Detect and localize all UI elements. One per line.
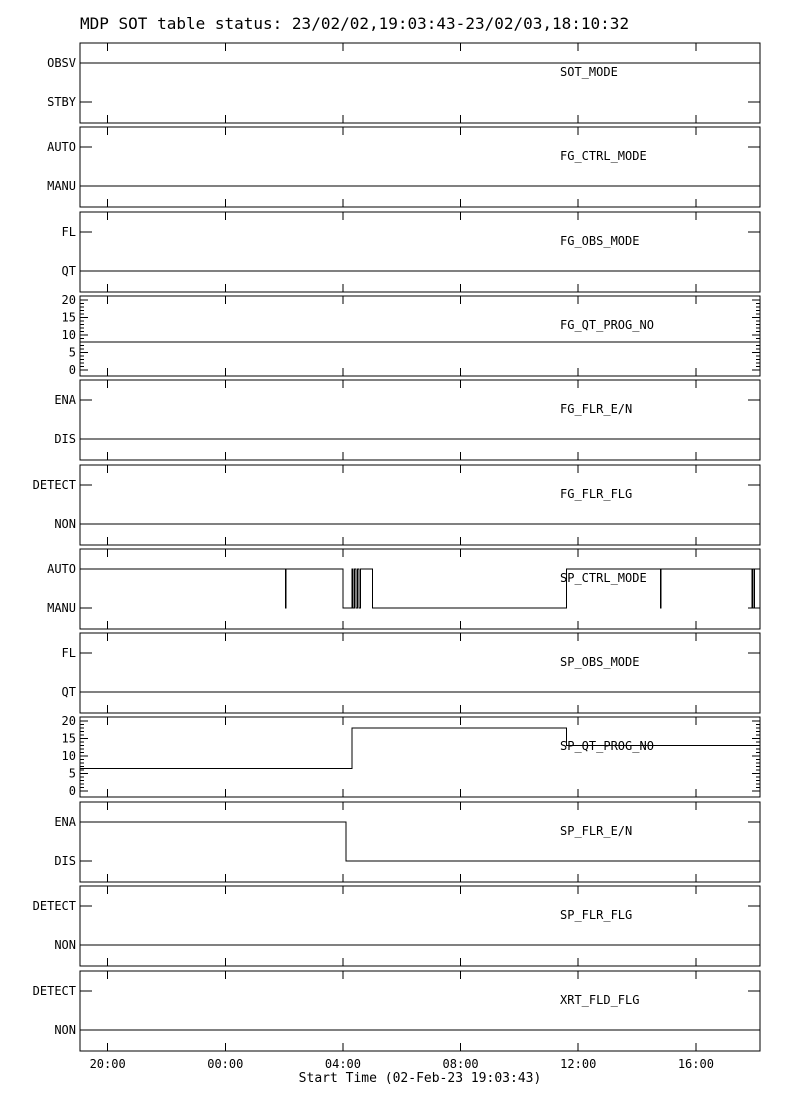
y-tick-label: AUTO bbox=[47, 562, 76, 576]
x-tick-label: 08:00 bbox=[442, 1057, 479, 1071]
y-tick-label: 5 bbox=[68, 766, 76, 781]
y-tick-label: NON bbox=[54, 938, 76, 952]
panel-sot-mode bbox=[47, 43, 760, 123]
panel-frame bbox=[80, 633, 760, 713]
y-tick-label: ENA bbox=[54, 815, 76, 829]
y-tick-label: QT bbox=[61, 264, 76, 278]
panel-frame bbox=[80, 465, 760, 545]
panel-name-label: FG_FLR_E/N bbox=[560, 402, 633, 416]
y-tick-label: NON bbox=[54, 1023, 76, 1037]
y-tick-label: MANU bbox=[47, 179, 76, 193]
panel-fg-obs-mode bbox=[62, 212, 760, 292]
panel-name-label: XRT_FLD_FLG bbox=[560, 993, 640, 1007]
y-tick-label: AUTO bbox=[47, 140, 76, 154]
y-tick-label: 0 bbox=[68, 784, 76, 798]
y-tick-label: OBSV bbox=[47, 56, 76, 70]
panel-name-label: SOT_MODE bbox=[560, 65, 618, 79]
y-tick-label: NON bbox=[54, 517, 76, 531]
panel-xrt-fld-flg bbox=[33, 971, 760, 1051]
panel-fg-flr-flg bbox=[33, 465, 760, 545]
panel-name-label: SP_QT_PROG_NO bbox=[560, 739, 654, 753]
y-tick-label: 5 bbox=[68, 345, 76, 360]
y-tick-label: DIS bbox=[54, 854, 76, 868]
y-tick-label: 20 bbox=[61, 293, 76, 307]
panel-sp-ctrl-mode bbox=[47, 549, 760, 629]
x-tick-label: 16:00 bbox=[677, 1057, 714, 1071]
y-tick-label: 10 bbox=[61, 749, 76, 763]
x-tick-label: 20:00 bbox=[89, 1057, 126, 1071]
panel-sp-flr-flg bbox=[33, 886, 760, 966]
panel-frame bbox=[80, 43, 760, 123]
panel-name-label: FG_QT_PROG_NO bbox=[560, 318, 654, 332]
y-tick-label: DETECT bbox=[32, 478, 76, 492]
panel-sp-flr-e-n bbox=[54, 802, 760, 882]
panel-name-label: SP_CTRL_MODE bbox=[560, 571, 647, 585]
panel-name-label: FG_FLR_FLG bbox=[560, 487, 633, 501]
y-tick-label: STBY bbox=[47, 95, 76, 109]
x-tick-label: 00:00 bbox=[207, 1057, 244, 1071]
series-line bbox=[80, 728, 760, 768]
series-line bbox=[80, 822, 760, 861]
chart-title: MDP SOT table status: 23/02/02,19:03:43-23/02/03,18:10:32 bbox=[80, 14, 630, 33]
panel-sp-obs-mode bbox=[62, 633, 760, 713]
y-tick-label: 10 bbox=[61, 328, 76, 342]
x-tick-label: 12:00 bbox=[560, 1057, 597, 1071]
panel-frame bbox=[80, 296, 760, 376]
y-tick-label: DETECT bbox=[32, 984, 76, 998]
panel-frame bbox=[80, 549, 760, 629]
panel-frame bbox=[80, 127, 760, 207]
panel-frame bbox=[80, 886, 760, 966]
y-tick-label: ENA bbox=[54, 393, 76, 407]
panel-fg-ctrl-mode bbox=[47, 127, 760, 207]
panel-frame bbox=[80, 971, 760, 1051]
y-tick-label: 15 bbox=[61, 310, 76, 325]
series-line bbox=[80, 569, 760, 608]
y-tick-label: 0 bbox=[68, 363, 76, 377]
panel-sp-qt-prog-no bbox=[62, 714, 760, 798]
panel-fg-flr-e-n bbox=[54, 380, 760, 460]
panel-name-label: FG_CTRL_MODE bbox=[560, 149, 647, 163]
y-tick-label: FL bbox=[61, 646, 76, 660]
panel-frame bbox=[80, 380, 760, 460]
panel-frame bbox=[80, 802, 760, 882]
panel-name-label: FG_OBS_MODE bbox=[560, 234, 640, 248]
y-tick-label: DETECT bbox=[32, 899, 76, 913]
panel-name-label: SP_OBS_MODE bbox=[560, 655, 640, 669]
y-tick-label: DIS bbox=[54, 432, 76, 446]
y-tick-label: 20 bbox=[61, 714, 76, 728]
x-tick-label: 04:00 bbox=[324, 1057, 362, 1071]
panel-name-label: SP_FLR_FLG bbox=[560, 908, 633, 922]
panel-fg-qt-prog-no bbox=[62, 293, 760, 377]
y-tick-label: MANU bbox=[47, 601, 76, 615]
panel-frame bbox=[80, 212, 760, 292]
y-tick-label: 15 bbox=[61, 731, 76, 746]
x-axis-label: Start Time (02-Feb-23 19:03:43) bbox=[298, 1071, 542, 1086]
panel-name-label: SP_FLR_E/N bbox=[560, 824, 633, 838]
y-tick-label: FL bbox=[61, 225, 76, 239]
panel-frame bbox=[80, 717, 760, 797]
y-tick-label: QT bbox=[61, 685, 76, 699]
